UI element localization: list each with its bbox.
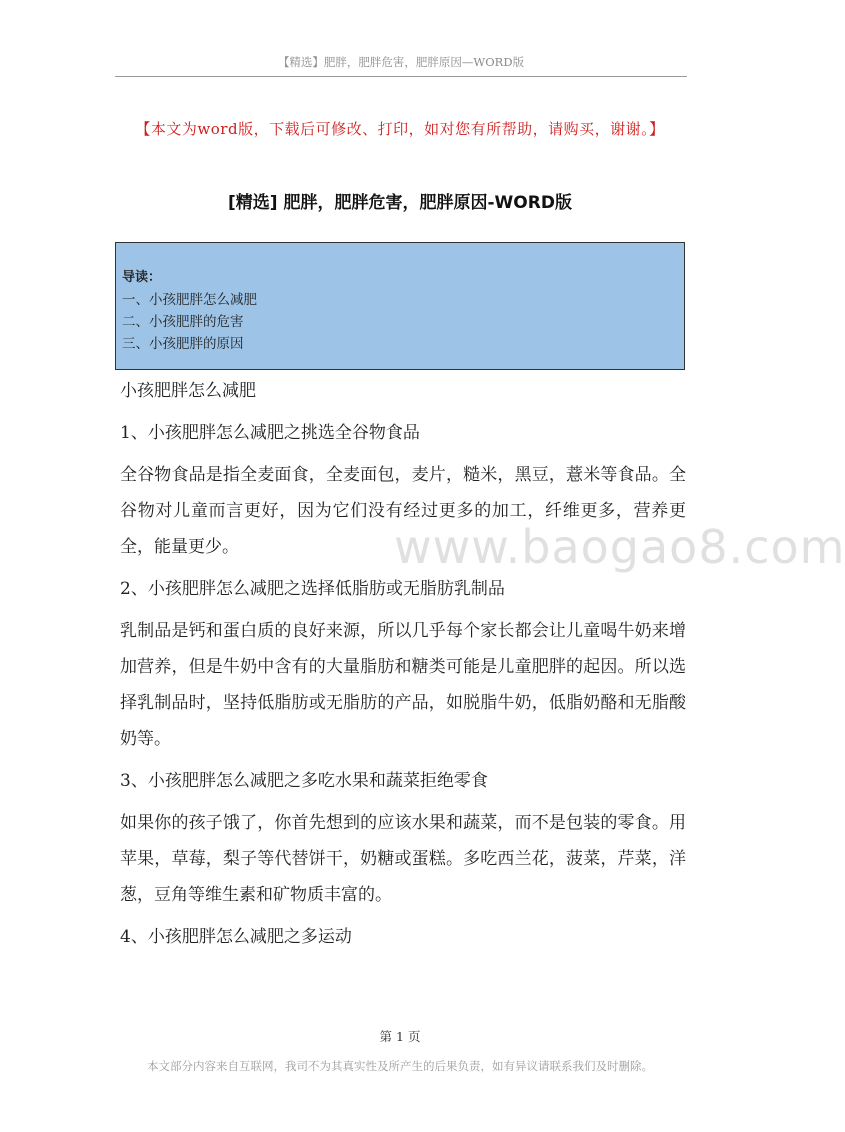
- guide-box: [115, 242, 685, 370]
- guide-label: 导读：: [122, 270, 162, 285]
- page-header: 【精选】肥胖，肥胖危害，肥胖原因—WORD版: [115, 52, 687, 77]
- paragraph: 如果你的孩子饿了，你首先想到的应该水果和蔬菜，而不是包装的零食。用苹果，草莓，梨子等代替饼干，奶糖或蛋糕。多吃西兰花，菠菜，芹菜，洋葱，豆角等维生素和矿物质丰富的。: [120, 813, 686, 905]
- footer-disclaimer: 本文部分内容来自互联网，我司不为其真实性及所产生的后果负责，如有异议请联系我们及时删除。: [147, 1059, 653, 1073]
- subheading: 2、小孩肥胖怎么减肥之选择低脂肪或无脂肪乳制品: [120, 579, 505, 599]
- page-number: 第 1 页: [379, 1029, 421, 1044]
- document-title: [精选] 肥胖，肥胖危害，肥胖原因-WORD版: [228, 193, 572, 213]
- subheading: 4、小孩肥胖怎么减肥之多运动: [120, 927, 352, 947]
- section-title: 小孩肥胖怎么减肥: [120, 381, 256, 401]
- subheading: 3、小孩肥胖怎么减肥之多吃水果和蔬菜拒绝零食: [120, 771, 488, 791]
- paragraph: 全谷物食品是指全麦面食，全麦面包，麦片，糙米，黑豆，薏米等食品。全谷物对儿童而言更好，因为它们没有经过更多的加工，纤维更多，营养更全，能量更少。: [120, 465, 686, 557]
- download-notice: 【本文为word版，下载后可修改、打印，如对您有所帮助，请购买，谢谢。】: [135, 120, 665, 138]
- guide-item[interactable]: 二、小孩肥胖的危害: [122, 314, 244, 330]
- watermark: www.baogao8.com: [394, 520, 845, 574]
- guide-item[interactable]: 一、小孩肥胖怎么减肥: [122, 292, 257, 308]
- guide-item[interactable]: 三、小孩肥胖的原因: [122, 336, 244, 352]
- paragraph: 乳制品是钙和蛋白质的良好来源，所以几乎每个家长都会让儿童喝牛奶来增加营养，但是牛奶中含有的大量脂肪和糖类可能是儿童肥胖的起因。所以选择乳制品时，坚持低脂肪或无脂肪的产品，如脱脂牛奶，低脂奶酪和无脂酸奶等。: [120, 621, 686, 749]
- subheading: 1、小孩肥胖怎么减肥之挑选全谷物食品: [120, 423, 420, 443]
- document-body: [120, 373, 686, 961]
